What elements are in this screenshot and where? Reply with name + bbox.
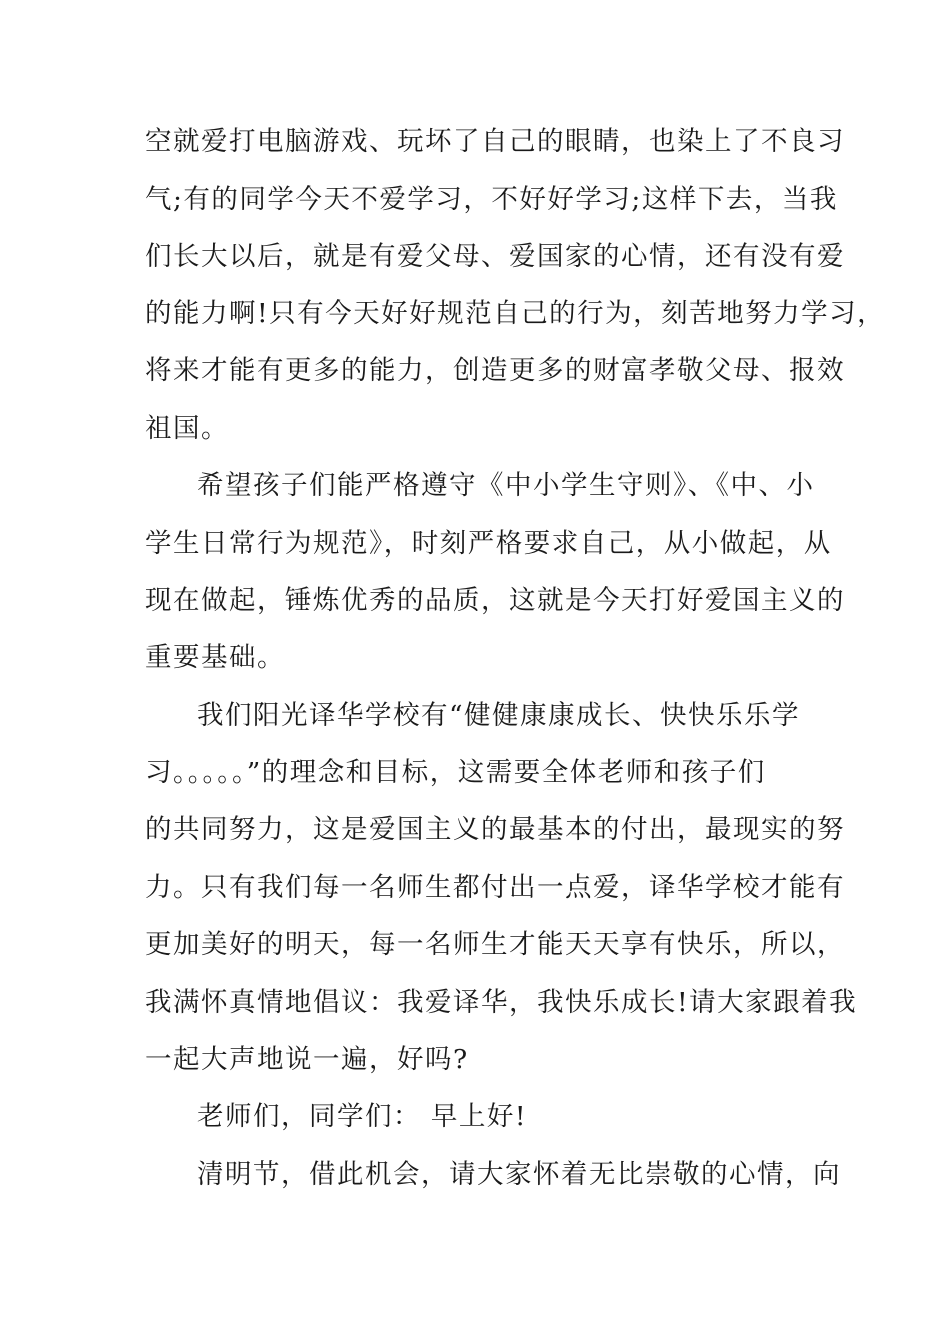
paragraph-start-line: 希望孩子们能严格遵守《中小学生守则》、《中、小	[197, 470, 815, 501]
text-line: 们长大以后，就是有爱父母、爱国家的心情，还有没有爱	[145, 241, 845, 272]
text-line: 力。只有我们每一名师生都付出一点爱，译华学校才能有	[145, 872, 845, 903]
text-line: 更加美好的明天，每一名师生才能天天享有快乐，所以，	[145, 929, 845, 960]
text-line: 习。。。。。”的理念和目标，这需要全体老师和孩子们	[145, 757, 766, 788]
text-line: 气;有的同学今天不爱学习，不好好学习;这样下去，当我	[145, 184, 838, 215]
text-line: 祖国。	[145, 413, 229, 444]
greeting-line: 老师们，同学们： 早上好!	[197, 1101, 528, 1132]
text-line: 的能力啊!只有今天好好规范自己的行为，刻苦地努力学习，	[145, 298, 886, 329]
text-line: 现在做起，锤炼优秀的品质，这就是今天打好爱国主义的	[145, 585, 845, 616]
text-line: 学生日常行为规范》，时刻严格要求自己，从小做起，从	[145, 528, 832, 559]
text-line: 我满怀真情地倡议：我爱译华，我快乐成长!请大家跟着我	[145, 987, 858, 1018]
text-line: 将来才能有更多的能力，创造更多的财富孝敬父母、报效	[145, 355, 845, 386]
paragraph-start-line: 清明节，借此机会，请大家怀着无比崇敬的心情，向	[197, 1159, 841, 1190]
text-line: 一起大声地说一遍，好吗?	[145, 1044, 469, 1075]
text-line: 空就爱打电脑游戏、玩坏了自己的眼睛，也染上了不良习	[145, 126, 845, 157]
text-line: 重要基础。	[145, 642, 285, 673]
paragraph-start-line: 我们阳光译华学校有“健健康康成长、快快乐乐学	[197, 700, 801, 731]
text-line: 的共同努力，这是爱国主义的最基本的付出，最现实的努	[145, 814, 845, 845]
